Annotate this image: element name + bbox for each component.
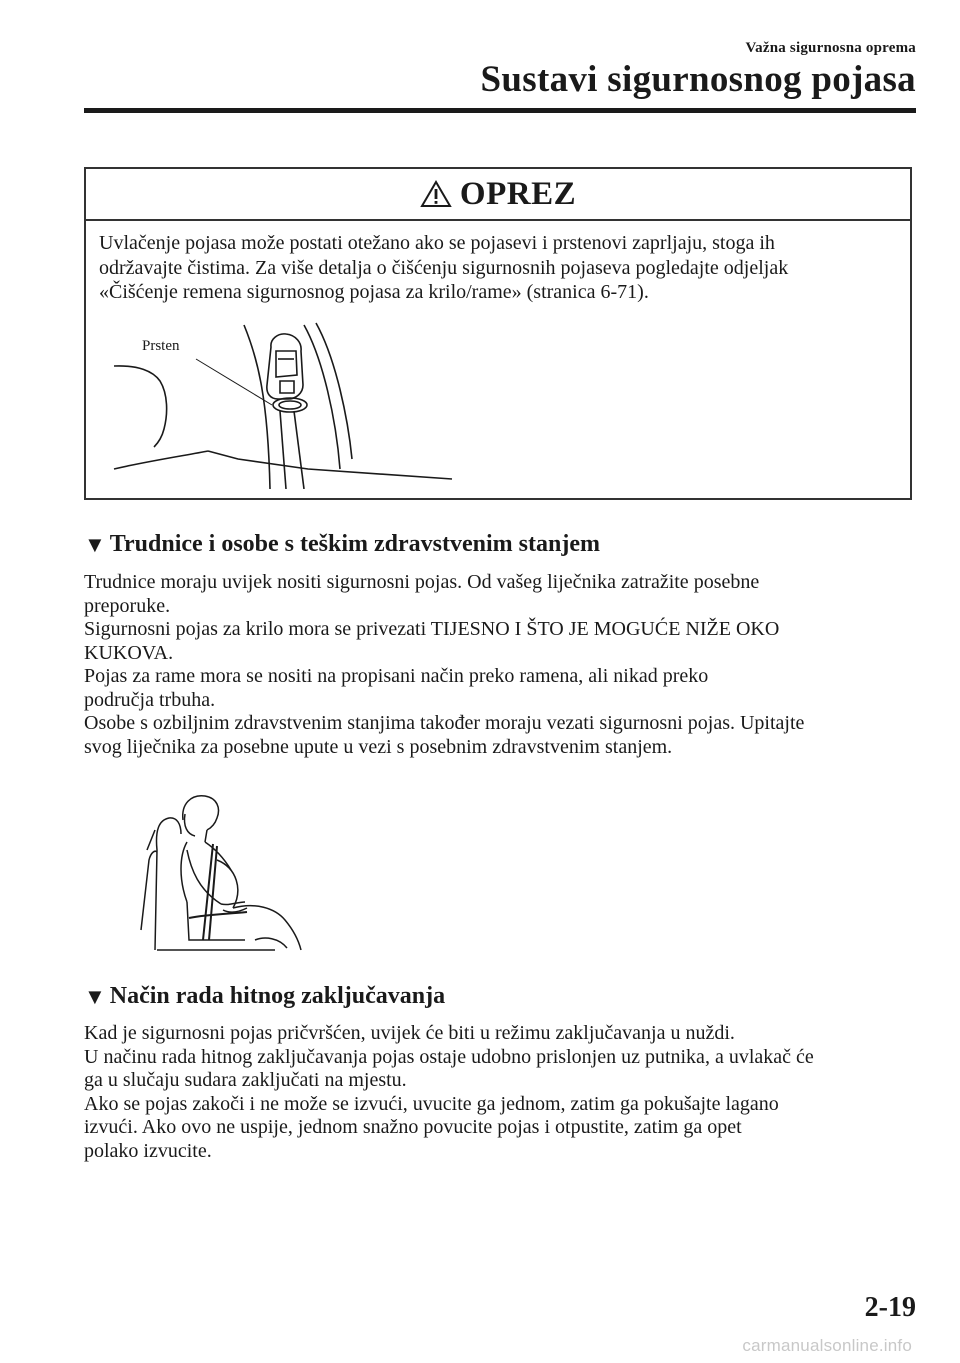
body-line: Kad je sigurnosni pojas pričvršćen, uvijek će biti u režimu zaključavanja u nuždi.: [84, 1022, 735, 1044]
section-body-emergency-lock: [84, 1022, 924, 1163]
body-line: Osobe s ozbiljnim zdravstvenim stanjima također moraju vezati sigurnosni pojas. Upitajte: [84, 712, 805, 734]
caution-text: [99, 231, 899, 305]
pregnant-woman-seatbelt-illustration: [125, 790, 310, 955]
caution-title: OPREZ: [459, 175, 577, 212]
caution-box: [84, 167, 912, 500]
triangle-down-icon: ▼: [84, 983, 106, 1009]
triangle-down-icon: ▼: [84, 531, 106, 557]
body-line: Trudnice moraju uvijek nositi sigurnosni pojas. Od vašeg liječnika zatražite posebne: [84, 571, 760, 593]
body-line: Ako se pojas zakoči i ne može se izvući, uvucite ga jednom, zatim ga pokušajte lagano: [84, 1092, 779, 1115]
warning-triangle-icon: [420, 180, 452, 208]
ring-label: Prsten: [142, 338, 180, 354]
body-line: KUKOVA.: [84, 641, 174, 664]
page-title: Sustavi sigurnosnog pojasa: [480, 59, 916, 100]
body-line: polako izvucite.: [84, 1139, 212, 1162]
section-body-pregnant: [84, 571, 924, 759]
caution-line: «Čišćenje remena sigurnosnog pojasa za krilo/rame» (stranica 6-71).: [99, 281, 649, 303]
body-line: svog liječnika za posebne upute u vezi s posebnim zdravstvenim stanjem.: [84, 735, 673, 758]
page-number: 2-19: [864, 1292, 916, 1323]
header-section-label: Važna sigurnosna oprema: [745, 40, 916, 56]
body-line: Sigurnosni pojas za krilo mora se privezati TIJESNO I ŠTO JE MOGUĆE NIŽE OKO: [84, 618, 780, 640]
body-line: Pojas za rame mora se nositi na propisani način preko ramena, ali nikad preko: [84, 665, 709, 687]
header-divider: [84, 108, 916, 113]
caution-line: održavajte čistima. Za više detalja o čišćenju sigurnosnih pojaseva pogledajte odjeljak: [99, 256, 789, 279]
body-line: izvući. Ako ovo ne uspije, jednom snažno povucite pojas i otpustite, zatim ga opet: [84, 1116, 742, 1138]
caution-header: [86, 169, 910, 221]
section-heading-pregnant: [84, 531, 600, 558]
body-line: preporuke.: [84, 594, 171, 617]
body-line: ga u slučaju sudara zaključati na mjestu.: [84, 1069, 407, 1091]
caution-line: Uvlačenje pojasa može postati otežano ako se pojasevi i prstenovi zaprljaju, stoga ih: [99, 232, 775, 254]
body-line: područja trbuha.: [84, 688, 216, 711]
section-heading-text: Trudnice i osobe s teškim zdravstvenim stanjem: [109, 531, 600, 557]
body-line: U načinu rada hitnog zaključavanja pojas ostaje udobno prislonjen uz putnika, a uvlakač će: [84, 1045, 814, 1068]
section-heading-text: Način rada hitnog zaključavanja: [109, 983, 446, 1009]
section-heading-emergency-lock: [84, 983, 445, 1010]
watermark: carmanualsonline.info: [742, 1336, 912, 1355]
